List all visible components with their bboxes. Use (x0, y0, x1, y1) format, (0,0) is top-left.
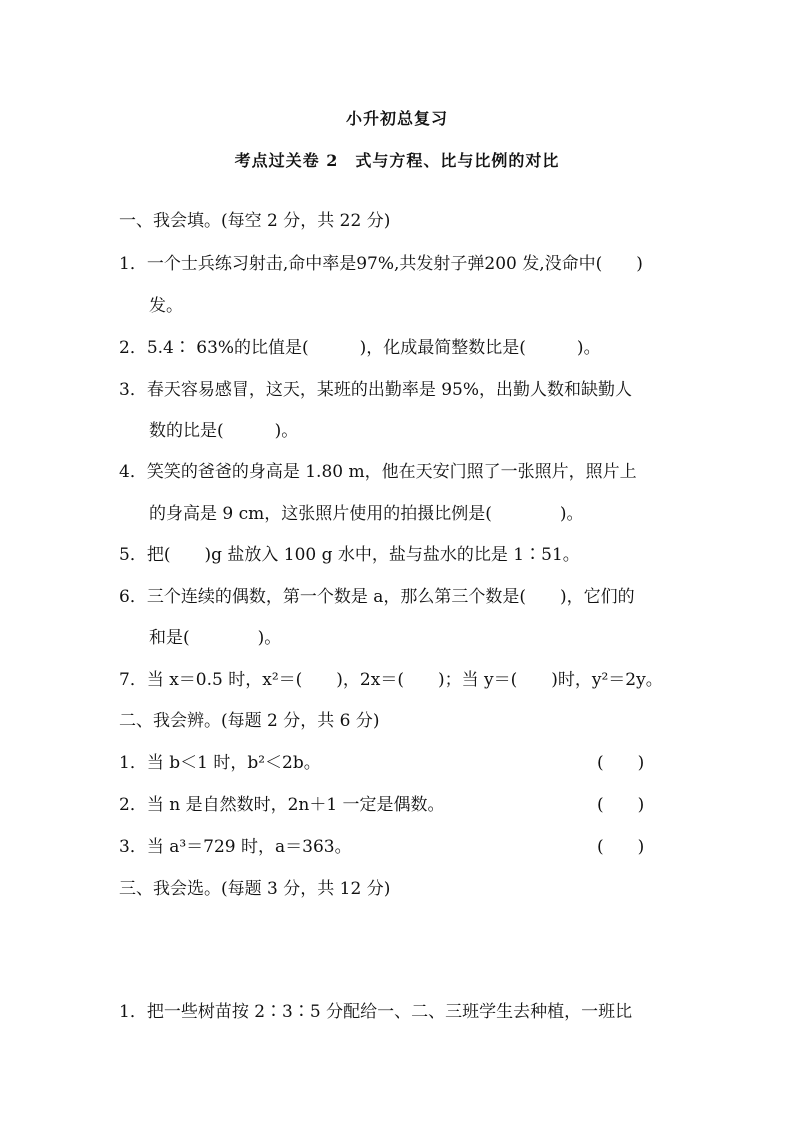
page-title: 小升初总复习 (345, 109, 448, 128)
question-6-line1: 6．三个连续的偶数，第一个数是 a，那么第三个数是( )，它们的 (119, 587, 635, 607)
judge-answer-1[interactable]: ( ) (597, 753, 645, 773)
question-4-line2: 的身高是 9 cm，这张照片使用的拍摄比例是( )。 (149, 504, 584, 524)
question-6-line2: 和是( )。 (149, 628, 282, 648)
question-3-line1: 3．春天容易感冒，这天，某班的出勤率是 95%，出勤人数和缺勤人 (119, 380, 633, 400)
judge-answer-2[interactable]: ( ) (597, 795, 645, 815)
question-2: 2．5.4∶ 63%的比值是( )，化成最简整数比是( )。 (119, 338, 601, 358)
judge-item-1: 1．当 b＜1 时，b²＜2b。 (119, 753, 321, 773)
judge-answer-3[interactable]: ( ) (597, 837, 645, 857)
page-subtitle: 考点过关卷 2 式与方程、比与比例的对比 (234, 151, 560, 170)
question-4-line1: 4．笑笑的爸爸的身高是 1.80 m，他在天安门照了一张照片，照片上 (119, 462, 637, 482)
question-3-line2: 数的比是( )。 (149, 421, 299, 441)
question-7: 7．当 x＝0.5 时，x²＝( )，2x＝( )；当 y＝( )时，y²＝2y。 (119, 670, 663, 690)
question-5: 5．把( )g 盐放入 100 g 水中，盐与盐水的比是 1∶51。 (119, 545, 580, 565)
section2-heading: 二、我会辨。(每题 2 分，共 6 分) (119, 711, 380, 731)
section1-heading: 一、我会填。(每空 2 分，共 22 分) (119, 211, 391, 231)
question-1-line2: 发。 (149, 296, 183, 316)
judge-item-2: 2．当 n 是自然数时，2n＋1 一定是偶数。 (119, 795, 445, 815)
choice-question-1-line1: 1．把一些树苗按 2∶3∶5 分配给一、二、三班学生去种植，一班比 (119, 1002, 633, 1022)
judge-item-3: 3．当 a³＝729 时，a＝363。 (119, 837, 352, 857)
section3-heading: 三、我会选。(每题 3 分，共 12 分) (119, 879, 391, 899)
question-1-line1: 1．一个士兵练习射击,命中率是97%,共发射子弹200 发,没命中( ) (119, 254, 643, 274)
